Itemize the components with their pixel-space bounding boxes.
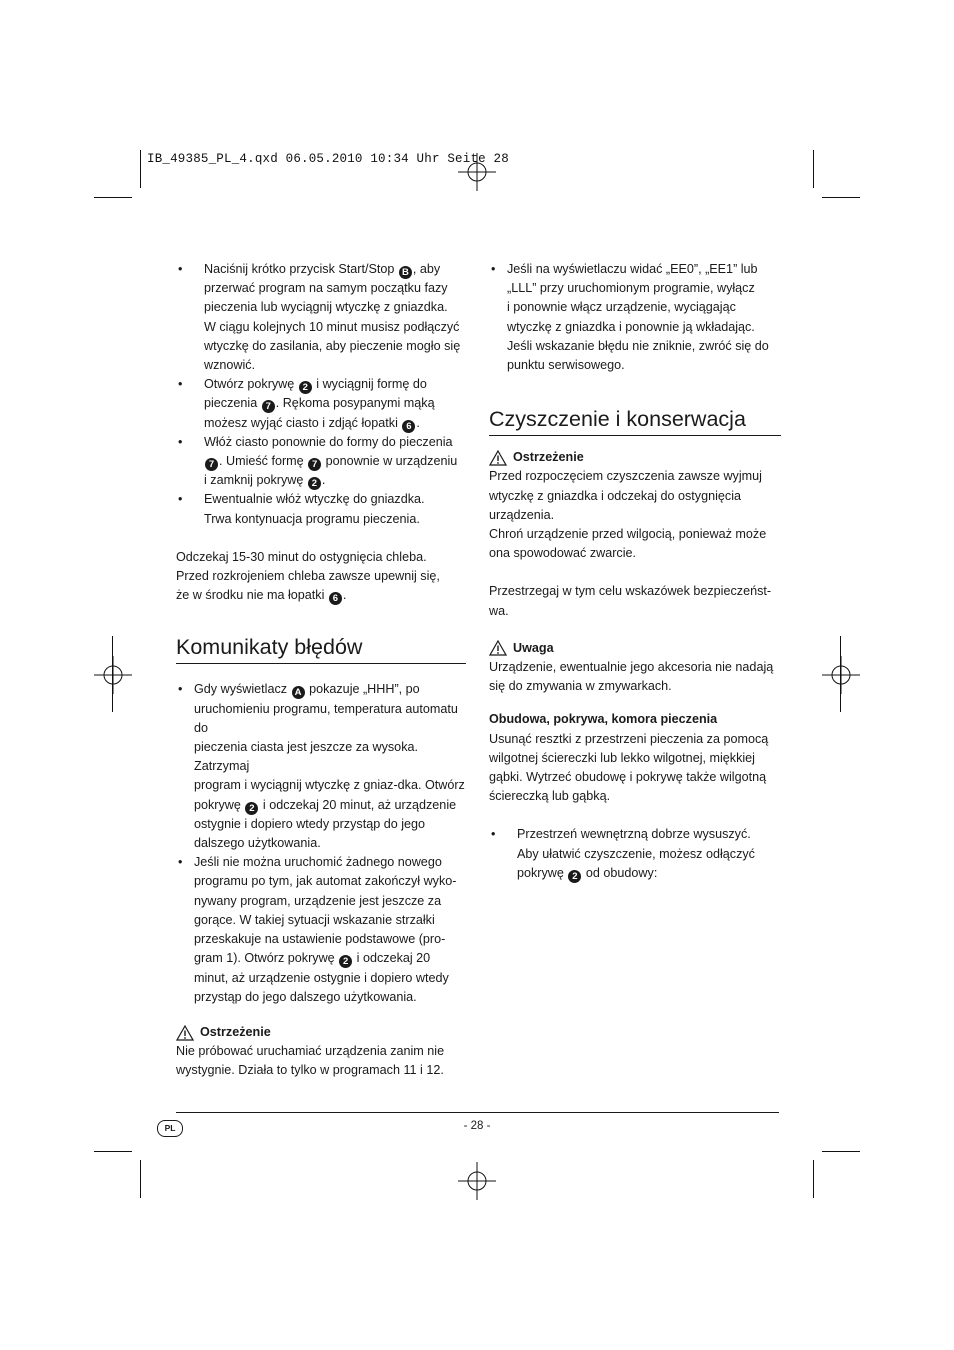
sub-heading: Obudowa, pokrywa, komora pieczenia <box>489 712 718 727</box>
cleaning-text: Usunąć resztki z przestrzeni pieczenia za pomocą wilgotnej ściereczki lub lekko wilgotnej, miękkiej gąbki. Wytrzeć obudowę i pokrywę także wilgotną ściereczką lub gąbką. <box>489 731 769 804</box>
safety-text: Przestrzegaj w tym celu wskazówek bezpieczeńst- wa. <box>489 584 772 618</box>
list-item: • Włóż ciasto ponownie do formy do pieczenia 7 . Umieść formę 7 ponownie w urządzeniu i zamknij pokrywę 2 . <box>176 433 466 491</box>
footer-rule <box>176 1112 779 1113</box>
crop-mark-bottom-left-vertical <box>140 1160 141 1198</box>
crop-mark-top-left-vertical <box>140 150 141 188</box>
errors-list <box>176 680 466 1006</box>
ref-badge: 7 <box>308 458 321 471</box>
ref-badge: 2 <box>245 802 258 815</box>
right-column <box>489 260 781 883</box>
ref-badge: A <box>292 686 305 699</box>
crop-mark-bottom-right-vertical <box>813 1160 814 1198</box>
ref-badge: 2 <box>308 477 321 490</box>
warning-triangle-icon <box>489 640 507 656</box>
note-text: Urządzenie, ewentualnie jego akcesoria nie nadają się do zmywania w zmywarkach. <box>489 660 774 694</box>
list-item: • Przestrzeń wewnętrzną dobrze wysuszyć. Aby ułatwić czyszczenie, możesz odłączyć pokrywę 2 od obudowy: <box>489 825 781 883</box>
list-item: • Ewentualnie włóż wtyczkę do gniazdka. Trwa kontynuacja programu pieczenia. <box>176 490 466 528</box>
list-item: • Jeśli nie można uruchomić żadnego nowego programu po tym, jak automat zakończył wyko- nywany program, urządzenie jest jeszcze za gorące. W takiej sytuacji wskazanie strzałki przeskakuje na ustawienie podstawowe (pro- gram 1). Otwórz pokrywę 2 i odczekaj 20 minut, aż urządzenie ostygnie i dopiero wtedy przystąp do jego dalszego użytkowania. <box>176 853 466 1007</box>
drying-list <box>489 825 781 883</box>
ref-badge: 2 <box>299 381 312 394</box>
print-slug: IB_49385_PL_4.qxd 06.05.2010 10:34 Uhr Seite 28 <box>147 152 509 166</box>
error-codes-list <box>489 260 781 375</box>
section-heading-cleaning: Czyszczenie i konserwacja <box>489 405 781 436</box>
list-item: • Gdy wyświetlacz A pokazuje „HHH”, po uruchomieniu programu, temperatura automatu do pieczenia ciasta jest jeszcze za wysoka. Zatrzymaj program i wyciągnij wtyczkę z gniaz-dka. Otwórz pokrywę 2 i odczekaj 20 minut, aż urządzenie ostygnie i dopiero wtedy przystąp do jego dalszego użytkowania. <box>176 680 466 853</box>
registration-line-right <box>840 636 841 712</box>
ref-badge: 7 <box>262 400 275 413</box>
note-header: Uwaga <box>489 639 781 658</box>
crop-mark-bottom-left-horizontal <box>94 1151 132 1152</box>
list-item: • Otwórz pokrywę 2 i wyciągnij formę do pieczenia 7 . Rękoma posypanymi mąką możesz wyjąć ciasto i zdjąć łopatki 6 . <box>176 375 466 433</box>
crop-mark-top-left-horizontal <box>94 197 132 198</box>
ref-badge: 7 <box>205 458 218 471</box>
list-item: • Naciśnij krótko przycisk Start/Stop B , aby przerwać program na samym początku fazy pieczenia lub wyciągnij wtyczkę z gniazdka. W ciągu kolejnych 10 minut musisz podłączyć wtyczkę do zasilania, aby pieczenie mogło się wznowić. <box>176 260 466 375</box>
section-heading-errors: Komunikaty błędów <box>176 633 466 664</box>
language-badge: PL <box>157 1120 183 1137</box>
registration-mark-top-icon <box>458 153 496 191</box>
cooling-paragraph: Odczekaj 15-30 minut do ostygnięcia chleba. Przed rozkrojeniem chleba zawsze upewnij się, że w środku nie ma łopatki 6 . <box>176 549 440 605</box>
warning-text: Nie próbować uruchamiać urządzenia zanim nie wystygnie. Działa to tylko w programach 11 i 12. <box>176 1044 445 1078</box>
crop-mark-bottom-right-horizontal <box>822 1151 860 1152</box>
warning-triangle-icon <box>176 1025 194 1041</box>
ref-badge: B <box>399 266 412 279</box>
warning-triangle-icon <box>489 450 507 466</box>
ref-badge: 2 <box>568 870 581 883</box>
page-number: - 28 - <box>463 1120 491 1132</box>
instructions-list <box>176 260 466 529</box>
warning-header: Ostrzeżenie <box>489 448 781 467</box>
list-item: • Jeśli na wyświetlaczu widać „EE0”, „EE1” lub „LLL” przy uruchomionym programie, wyłącz i ponownie włącz urządzenie, wyciągając wtyczkę z gniazdka i ponownie ją wkładając. Jeśli wskazanie błędu nie zniknie, zwróć się do punktu serwisowego. <box>489 260 781 375</box>
left-column <box>176 260 466 1081</box>
ref-badge: 6 <box>402 420 415 433</box>
warning-header: Ostrzeżenie <box>176 1023 466 1042</box>
registration-mark-right-icon <box>822 656 860 694</box>
warning-text: Przed rozpoczęciem czyszczenia zawsze wyjmuj wtyczkę z gniazdka i odczekaj do ostygnięcia urządzenia. Chroń urządzenie przed wilgocią, ponieważ może ona spowodować zwarcie. <box>489 469 767 561</box>
crop-mark-top-right-horizontal <box>822 197 860 198</box>
registration-line-left <box>112 636 113 712</box>
registration-mark-bottom-icon <box>458 1162 496 1200</box>
crop-mark-top-right-vertical <box>813 150 814 188</box>
ref-badge: 2 <box>339 955 352 968</box>
ref-badge: 6 <box>329 592 342 605</box>
registration-mark-left-icon <box>94 656 132 694</box>
